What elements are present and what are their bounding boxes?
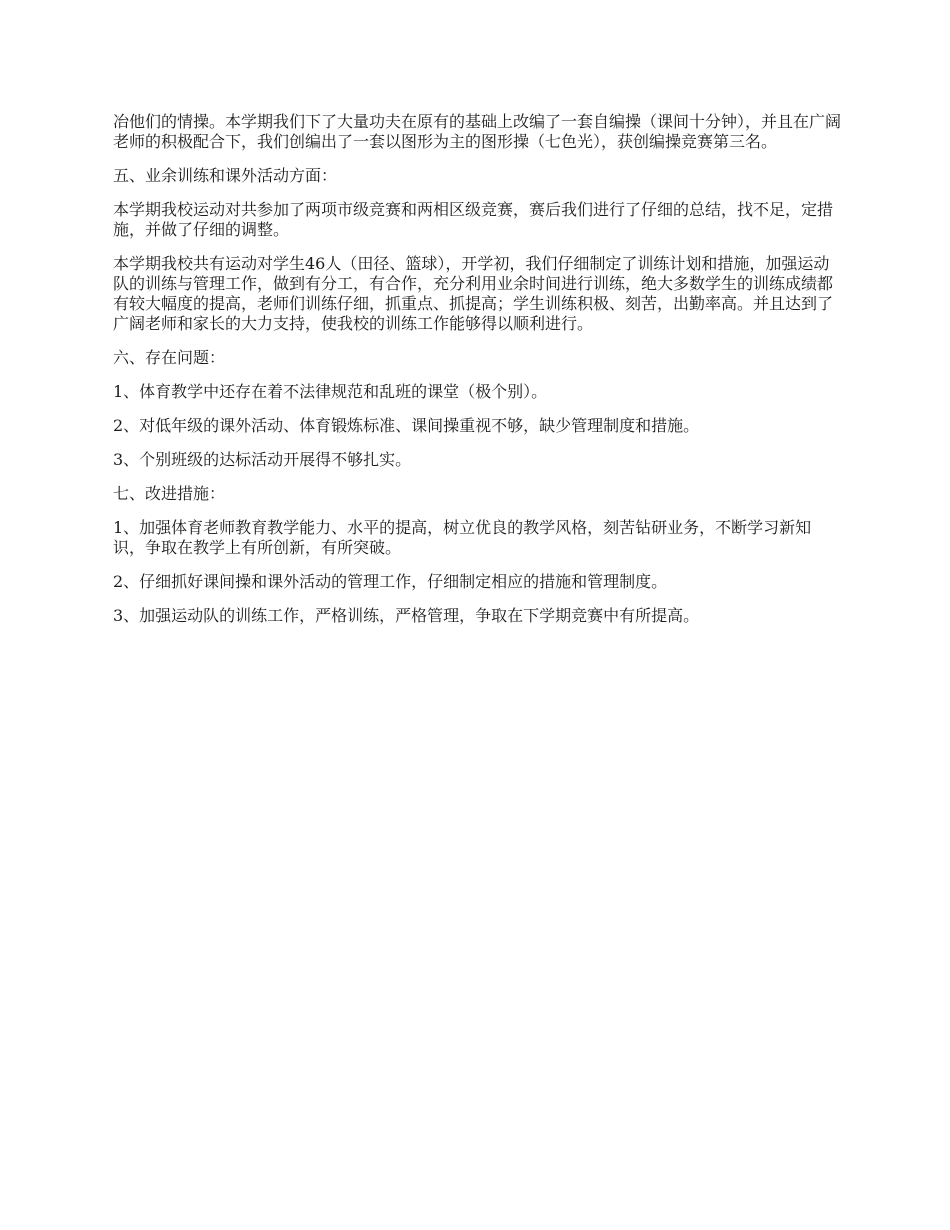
- section-heading-6: 六、存在问题：: [113, 348, 226, 367]
- improvement-item-3: 3、加强运动队的训练工作，严格训练，严格管理，争取在下学期竞赛中有所提高。: [113, 606, 700, 625]
- paragraph-training: 本学期我校共有运动对学生46人（田径、篮球），开学初，我们仔细制定了训练计划和措施，加强运动队的训练与管理工作，做到有分工，有合作，充分利用业余时间进行训练，绝大多数学生的训练成绩都有较大幅度的提高，老师们训练仔细，抓重点、抓提高；学生训练积极、刻苦，出勤率高。并且达到了广阔老师和家长的大力支持，使我校的训练工作能够得以顺利进行。: [113, 254, 834, 333]
- section-heading-7: 七、改进措施：: [113, 484, 226, 503]
- paragraph-competitions: 本学期我校运动对共参加了两项市级竞赛和两相区级竞赛，赛后我们进行了仔细的总结，找不足，定措施，并做了仔细的调整。: [113, 200, 834, 239]
- problem-item-2: 2、对低年级的课外活动、体育锻炼标准、课间操重视不够，缺少管理制度和措施。: [113, 416, 700, 435]
- improvement-item-1: 1、加强体育老师教育教学能力、水平的提高，树立优良的教学风格，刻苦钻研业务，不断学习新知识，争取在教学上有所创新，有所突破。: [113, 518, 812, 557]
- problem-item-1: 1、体育教学中还存在着不法律规范和乱班的课堂（极个别）。: [113, 382, 548, 401]
- paragraph-continuation: 冶他们的情操。本学期我们下了大量功夫在原有的基础上改编了一套自编操（课间十分钟），并且在广阔老师的积极配合下，我们创编出了一套以图形为主的图形操（七色光），获创编操竞赛第三名。: [113, 112, 842, 151]
- problem-item-3: 3、个别班级的达标活动开展得不够扎实。: [113, 450, 412, 469]
- improvement-item-2: 2、仔细抓好课间操和课外活动的管理工作，仔细制定相应的措施和管理制度。: [113, 572, 668, 591]
- document-body: [113, 112, 843, 640]
- section-heading-5: 五、业余训练和课外活动方面：: [113, 166, 338, 185]
